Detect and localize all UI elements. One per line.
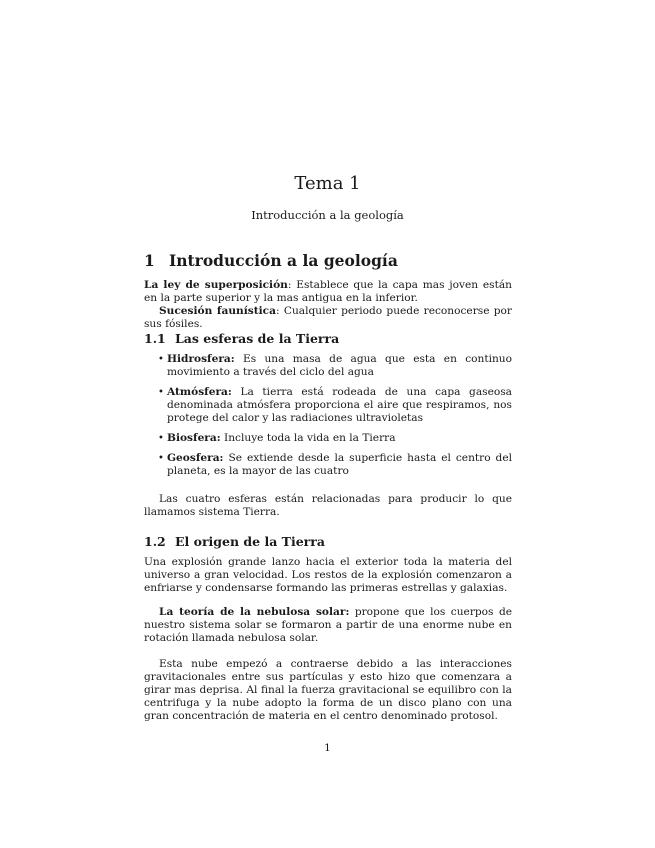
superposition-paragraph (144, 279, 512, 305)
section-1-2-title: El origen de la Tierra (175, 534, 325, 549)
list-item (144, 386, 512, 425)
geosphere-text: Se extiende desde la superficie hasta el centro del planeta, es la mayor de las cuatro (167, 452, 512, 477)
atmosphere-text: La tierra está rodeada de una capa gaseosa denominada atmósfera proporciona el aire que respiramos, nos protege del calor y las radiaciones ultravioletas (167, 386, 512, 424)
spheres-list (144, 353, 512, 478)
origin-paragraph-1-container (144, 556, 512, 595)
nebula-paragraph-container (144, 606, 512, 645)
bullet-icon: • (158, 354, 164, 365)
bullet-icon: • (158, 453, 164, 464)
superposition-term: La ley de superposición (144, 279, 288, 291)
superposition-text: : Establece que la capa mas joven están en la parte superior y la mas antigua en la inferior. (144, 279, 512, 304)
nebula-term: La teoría de la nebulosa solar: (159, 606, 350, 618)
section-1-heading (144, 251, 544, 271)
spheres-closing-paragraph: Las cuatro esferas están relacionadas para producir lo que llamamos sistema Tierra. (144, 493, 512, 518)
document-subtitle: Introducción a la geología (251, 208, 404, 222)
page-number: 1 (324, 742, 331, 754)
nebula-paragraph (144, 606, 512, 645)
bullet-icon: • (158, 387, 164, 398)
atmosphere-term: Atmósfera: (167, 386, 232, 398)
list-item (144, 432, 512, 445)
geosphere-term: Geosfera: (167, 452, 224, 464)
document-title: Tema 1 (294, 173, 361, 194)
section-1-2-heading (144, 534, 524, 550)
section-1-2-number: 1.2 (144, 534, 166, 549)
hydrosphere-text: Es una masa de agua que esta en continuo movimiento a través del ciclo del agua (167, 353, 512, 378)
biosphere-term: Biosfera: (167, 432, 221, 444)
list-item (144, 353, 512, 379)
bullet-icon: • (158, 433, 164, 444)
section-1-1-number: 1.1 (144, 331, 166, 346)
faunal-succession-text: : Cualquier periodo puede reconocerse por sus fósiles. (144, 305, 512, 330)
section-1-title: Introducción a la geología (169, 251, 398, 270)
list-item (144, 452, 512, 478)
spheres-closing-container (144, 493, 512, 519)
spheres-list-container (144, 353, 512, 485)
faunal-succession-paragraph (144, 305, 512, 331)
origin-paragraph-1: Una explosión grande lanzo hacia el exterior toda la materia del universo a gran velocidad. Los restos de la explosión comenzaron a enfriarse y condensarse formando las primeras estrellas y galaxias. (144, 556, 512, 594)
hydrosphere-term: Hidrosfera: (167, 353, 235, 365)
biosphere-text: Incluye toda la vida en la Tierra (220, 432, 396, 444)
section-1-number: 1 (144, 251, 155, 270)
faunal-succession-term: Sucesión faunística (159, 305, 276, 317)
section-1-1-heading (144, 331, 524, 347)
section-1-1-title: Las esferas de la Tierra (175, 331, 340, 346)
section-1-body (144, 279, 512, 331)
nebula-text: propone que los cuerpos de nuestro sistema solar se formaron a partir de una enorme nube en rotación llamada nebulosa solar. (144, 606, 512, 644)
protosol-paragraph: Esta nube empezó a contraerse debido a las interacciones gravitacionales entre sus partículas y esto hizo que comenzara a girar mas deprisa. Al final la fuerza gravitacional se equilibro con la centrifuga y la nube adopto la forma de un disco plano con una gran concentración de materia en el centro denominado protosol. (144, 658, 512, 722)
protosol-paragraph-container (144, 658, 512, 723)
